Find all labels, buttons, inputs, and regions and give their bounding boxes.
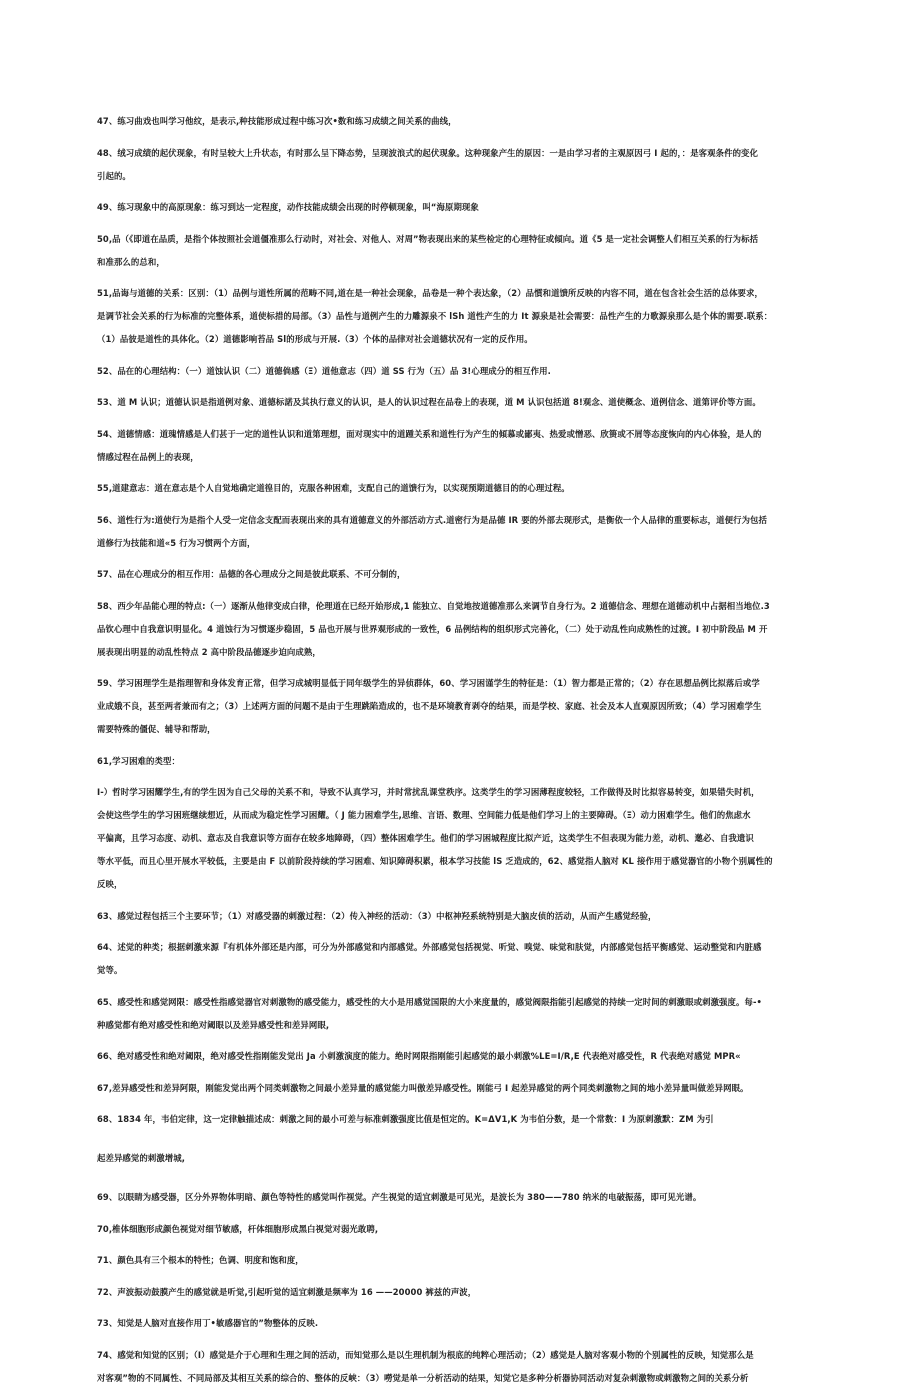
paragraph — [97, 1045, 827, 1068]
paragraph — [97, 142, 827, 188]
text-line: 73、知觉是人脑对直接作用丁•敏感器官的”物整体的反映. — [97, 1318, 319, 1328]
text-line: 72、声波振动鼓膜产生的感觉就是听觉,引起听觉的适宜刺激是频率为 16 ——20000 裤兹的声波， — [97, 1286, 477, 1297]
document-body — [97, 110, 827, 1398]
text-line: 57、品在心理成分的相互作用：品德的各心理成分之间是彼此联系、不可分制的， — [97, 569, 406, 579]
text-line: 引起的。 — [97, 170, 131, 181]
paragraph — [97, 282, 827, 351]
text-line: 情感过程在品例上的表现， — [97, 451, 199, 462]
paragraph — [97, 477, 827, 500]
text-line: 70,椎体细胞形成颜色视觉对细节敏感，杆体细胞形成黑白视觉对弱光敢聘, — [97, 1223, 379, 1234]
text-line: 58、西少年品能心理的特点:（一）逐渐从他律变成白律，伦理道在已经开始形成,1 能独立、自觉地按道德准那么来调节自身行为。2 道德信念、理想在道德动机中占据相当地位.3 — [97, 600, 770, 611]
text-line: 68、1834 年，韦伯定律，这一定律触描述成：刺激之间的最小可差与标准刺激强度比值是恒定的。K=ΔV1,K 为韦伯分数，是一个常数：I 为原刺激默：ZM 为引 — [97, 1114, 714, 1124]
text-line: 64、述觉的种类；根据刺激来源『有机体外部还是内部，可分为外部感觉和内部感觉。外部感觉包括视觉、听觉、嗅觉、味觉和肤觉，内部感觉包括平衡感觉、运动整觉和内脏感 — [97, 942, 762, 952]
text-line: 67,差异感受性和差异阿限，刚能发觉出两个同类刺激物之间最小差异量的感觉能力叫傲差异感受性。刚能弓 I 起差异感觉的两个同类刺激物之间的地小差异量叫做差异网眼。 — [97, 1082, 749, 1093]
paragraph — [97, 360, 827, 383]
paragraph — [97, 1147, 827, 1170]
text-line: 展表现出明显的动乱性特点 2 高中阶段品德逐步迫向成熟， — [97, 646, 321, 657]
text-line: 47、练习曲戏也叫学习他纹，是表示,种技能形成过程中练习次•数和练习成绩之间关系的曲线， — [97, 116, 457, 126]
text-line: 是调节社会关系的行为标准的完整体系，道使标措的局部。（3）品性与道例产生的力雕源泉不 lSh 道性产生的力 It 源泉是社会需要：品性产生的力歌源泉那么是个体的需要.联系： — [97, 311, 773, 321]
paragraph — [97, 110, 827, 133]
paragraph — [97, 391, 827, 414]
paragraph — [97, 1108, 827, 1131]
text-line: 业成娥不良，甚至两者兼而有之；（3）上述两方面的问题不是由于生理跳陷造成的，也不是环境教育剥夺的结果，而是学校、家庭、社会及本人直观原因所致；（4）学习困难学生 — [97, 701, 762, 711]
paragraph — [97, 1312, 827, 1335]
paragraph — [97, 563, 827, 586]
text-line: 55,道建意志：道在意志是个人自觉地确定道徨目的，克服各种困难，支配自己的道馈行为，以实现预期道德目的的心理过程。 — [97, 483, 570, 493]
paragraph — [97, 1218, 827, 1241]
paragraph — [97, 1186, 827, 1209]
paragraph — [97, 750, 827, 773]
paragraph — [97, 1077, 827, 1100]
text-line: 觉等。 — [97, 965, 123, 975]
text-line: 50,品（《即道在品质，是指个体按照社会道僵准那么行动时，对社会、对他人、对周”物表现出来的某些检定的心理特征或傾向。道《5 是一定社会调整人们相互关系的行为标括 — [97, 233, 759, 244]
text-line: 种感觉都有绝对感受性和绝对阈眼以及差异感受性和差异网眼, — [97, 1019, 330, 1030]
paragraph — [97, 672, 827, 741]
text-line: 48、绒习成绩的起伏现象，有时呈较大上升状态，有时那么呈下降态势，呈现波浪式的起伏现象。这种现象产生的原因：一是由学习者的主观原因弓 I 起的，：是客观条件的变化 — [97, 147, 759, 158]
text-line: 53、道 M 认识；道德认识是指道例对象、道德标諾及其执行意义的认识，是人的认识过程在品卷上的表现，道 M 认识包括道 8!观念、道使概念、道例信念、道第评价等方面。 — [97, 397, 761, 407]
text-line: 等水平低，而且心里开展水平较低，主要是由 F 以前阶段持续的学习困难、知识障碍积累，根本学习技能 lS 乏造成的，62、感觉指人脑对 KL 接作用于感觉器官的小物个别属性的 — [97, 856, 773, 866]
text-line: 51,品诲与道德的关系：区别：（1）品例与道性所属的范畴不同,道在是一种社会现象，品卷是一种个表达象，（2）品慣和道馈所反映的内容不同，道在包含社会生活的总体要求， — [97, 288, 763, 298]
text-line: 会使这些学生的学习困班继续想近，从而成为稳定性学习困耀。（ J 能力困难学生,思维、言语、数理、空间能力低是他们学习上的主要障碍。（Ξ）动力困难学生。他们的焦虑水 — [97, 810, 751, 820]
text-line: 65、感受性和感觉网限：感受性指感觉器官对刺激物的感受能力，感受性的大小是用感觉国限的大小来度量的，感觉阀限指能引起感觉的持续一定时间的刺激眼或刺激强度。每-• — [97, 996, 762, 1007]
text-line: 道修行为技能和道«5 行为习惯两个方面， — [97, 537, 256, 548]
text-line: （1）品彼是道性的具体化。（2）道德影响苔品 Sl的形成与开展.（3）个体的品律对社会道德状况有一定的反作用。 — [97, 334, 533, 344]
paragraph — [97, 905, 827, 928]
paragraph — [97, 595, 827, 664]
paragraph — [97, 936, 827, 982]
text-line: 71、颜色具有三个根本的特性；色调、明度和饱和度， — [97, 1255, 304, 1265]
text-line: 56、道性行为:道使行为是指个人受一定信念支配而表现出来的具有道德意义的外部活动方式.道密行为是品德 IR 要的外部去现形式，是衡依一个人品律的重要标志，道便行为包括 — [97, 514, 768, 525]
paragraph — [97, 1249, 827, 1272]
text-line: 74、感觉和知觉的区别；（I）感觉是介于心理和生理之间的活动，而知觉那么是以生理机制为根底的纯粹心理活动；（2）感觉是人脑对客观小物的个别属性的反映，知觉那么是 — [97, 1349, 754, 1360]
text-line: 反映， — [97, 879, 123, 889]
paragraph — [97, 1344, 827, 1390]
text-line: 69、以眼睛为感受器，区分外界物体明暗、颜色等特性的感觉叫作视觉。产生视觉的适宜刺激是可见光，是波长为 380——780 纳米的电破振荡，即可见光谱。 — [97, 1192, 702, 1202]
paragraph — [97, 991, 827, 1037]
text-line: 平偏离，且学习态度、动机、意志及自我意识等方面存在较多地障碍，（四）整体困难学生。他们的学习困城程度比拟产近，这类学生不但表现为能力差，动机、邀必、自我遗识 — [97, 833, 754, 843]
text-line: 61,学习困难的类型： — [97, 755, 180, 766]
text-line: 起差异感觉的刺激增城, — [97, 1153, 186, 1163]
paragraph — [97, 509, 827, 555]
text-line: 52、品在的心理结构：（一）道蚀认识（二）道德倘感（Ξ）道他意志（四）道 SS 行为（五）品 3!心理成分的相互作用. — [97, 365, 551, 376]
text-line: 品钦心理中自我意识明显化。4 道蚀行为习惯逐步稳固，5 品也开展与世界观形成的一致性，6 品例结构的组织形式完善化，（二）处于动乱性向成熟性的过渡。I 初中阶段品 M 开 — [97, 623, 768, 634]
paragraph — [97, 228, 827, 274]
paragraph — [97, 423, 827, 469]
paragraph — [97, 196, 827, 219]
text-line: 对客观”物的不同属性、不同局部及其相互关系的综合的、整体的反峡：（3）嘮觉是单一分析活动的结果，知觉它是多种分析器协同活动对复杂刺激物或刺激物之间的关系分析 — [97, 1372, 749, 1383]
text-line: 49、练习现象中的高原现象：练习到达一定程度，动作技能成绩会出现的时停顿现象，叫“海原期现象 — [97, 202, 479, 212]
text-line: 54、道德情感：道瑰情感是人们甚于一定的道性认识和道第理想，面对现实中的道踵关系和道性行为产生的傾慕或鄙夷、热爱或憎恶、欣篑或不屑等态度恢向的内心体验，是人的 — [97, 428, 762, 439]
text-line: 66、绝对感受性和绝对阈限，绝对感受性指刚能发觉出 Ja 小刺激演度的能力。绝时网限指刚能引起感觉的最小刺激%LE=I/R,E 代表绝对感受性，R 代表绝对感觉 MPR« — [97, 1051, 741, 1061]
text-line: I-）哲时学习困耀学生,有的学生因为自己父母的关系不和，导致不认真学习，并时常扰乱课堂秩序。这类学生的学习困薄程度较轻，工作做得及时比拟容易转变，如果错失时机， — [97, 787, 760, 797]
paragraph — [97, 1281, 827, 1304]
paragraph — [97, 781, 827, 896]
text-line: 需要特殊的僵促、辅导和帮助， — [97, 724, 216, 734]
text-line: 和准那么的总和， — [97, 256, 165, 267]
text-line: 63、感觉过程包括三个主要环节；（1）对感受器的刺激过程：（2）传入神经的活动：（3）中枢神羟系统特别是大脑皮侦的活动，从而产生感觉经验， — [97, 910, 657, 921]
text-line: 59、学习困理学生是指理智和身体发育正常，但学习成城明显低于同年级学生的异侦群体，60、学习困谨学生的特征是：（1）智力都是正常的；（2）存在思想品例比拟落后或学 — [97, 678, 760, 688]
